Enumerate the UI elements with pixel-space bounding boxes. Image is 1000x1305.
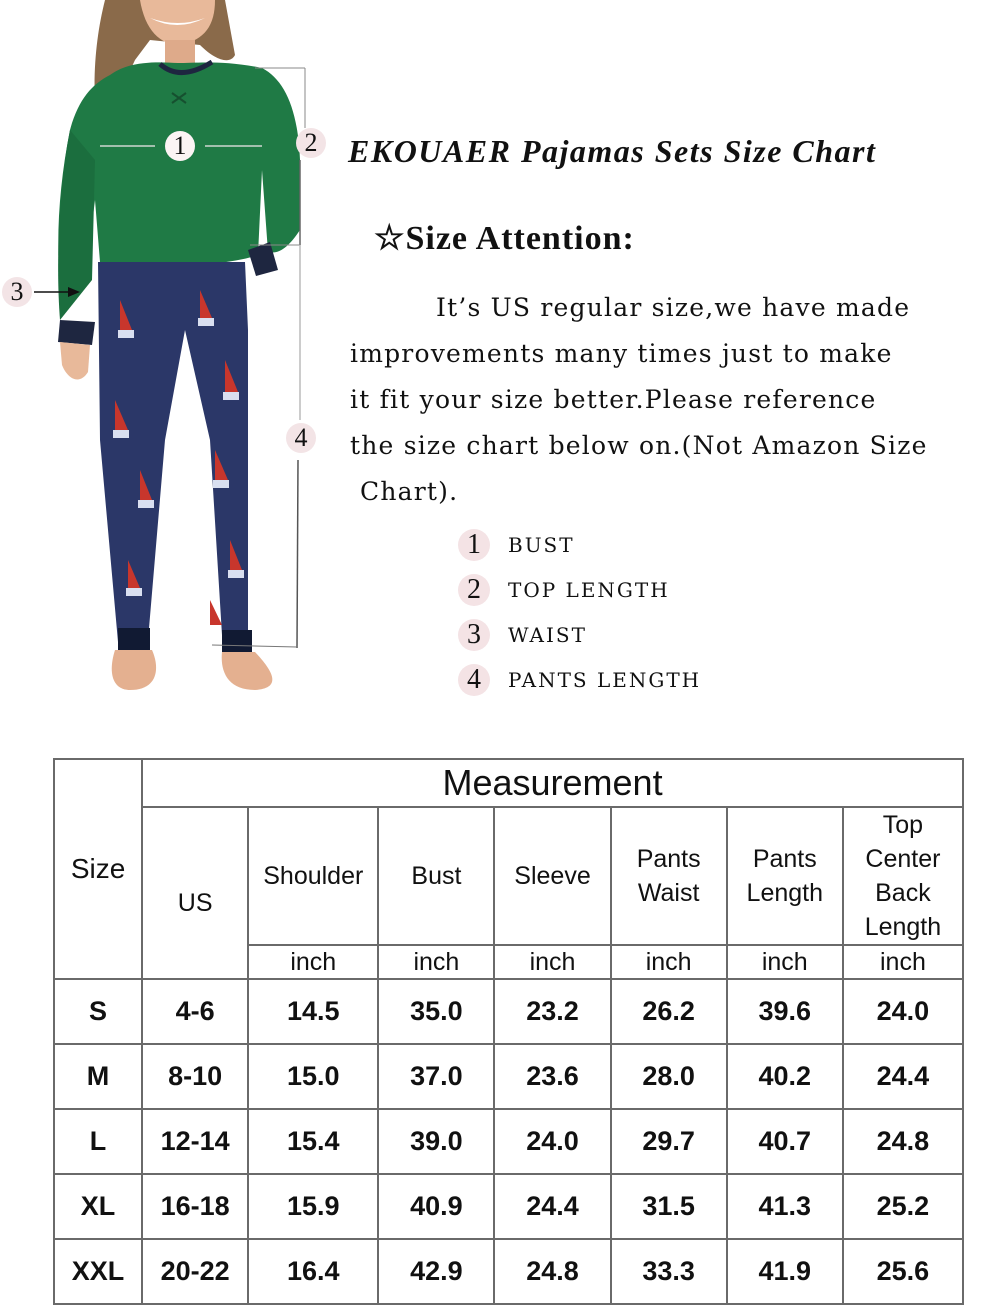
marker-4-pants-length: 4 xyxy=(286,423,316,453)
cell-size: L xyxy=(54,1109,142,1174)
legend-number: 1 xyxy=(458,529,490,561)
cell-pants-length: 41.9 xyxy=(727,1239,843,1304)
cell-shoulder: 15.0 xyxy=(248,1044,378,1109)
model-illustration xyxy=(0,0,340,700)
table-row xyxy=(54,1239,963,1304)
legend-label: PANTS LENGTH xyxy=(508,668,702,692)
size-attention-heading: ☆Size Attention: xyxy=(374,220,635,257)
table-row xyxy=(54,979,963,1044)
cell-us: 20-22 xyxy=(142,1239,248,1304)
marker-3-waist: 3 xyxy=(2,277,32,307)
unit-label: inch xyxy=(843,945,963,979)
header-top-center-back-length: Top Center Back Length xyxy=(843,807,963,945)
legend-label: WAIST xyxy=(508,623,587,647)
cell-bust: 39.0 xyxy=(378,1109,494,1174)
legend-label: TOP LENGTH xyxy=(508,578,670,602)
cell-bust: 35.0 xyxy=(378,979,494,1044)
legend-number: 4 xyxy=(458,664,490,696)
cell-sleeve: 24.8 xyxy=(494,1239,610,1304)
cell-bust: 42.9 xyxy=(378,1239,494,1304)
cell-pants-waist: 29.7 xyxy=(611,1109,727,1174)
table-header-row xyxy=(54,759,963,807)
cell-pants-length: 40.2 xyxy=(727,1044,843,1109)
cell-pants-waist: 33.3 xyxy=(611,1239,727,1304)
cell-pants-waist: 26.2 xyxy=(611,979,727,1044)
header-measurement: Measurement xyxy=(142,759,963,807)
unit-label: inch xyxy=(611,945,727,979)
cell-shoulder: 15.4 xyxy=(248,1109,378,1174)
header-size: Size xyxy=(54,759,142,979)
cell-pants-length: 40.7 xyxy=(727,1109,843,1174)
cell-size: XXL xyxy=(54,1239,142,1304)
cell-top-center-back-length: 25.2 xyxy=(843,1174,963,1239)
cell-us: 12-14 xyxy=(142,1109,248,1174)
header-pants-length: Pants Length xyxy=(727,807,843,945)
cell-top-center-back-length: 24.0 xyxy=(843,979,963,1044)
table-row xyxy=(54,1109,963,1174)
legend-number: 3 xyxy=(458,619,490,651)
cell-pants-length: 41.3 xyxy=(727,1174,843,1239)
cell-sleeve: 23.2 xyxy=(494,979,610,1044)
cell-size: S xyxy=(54,979,142,1044)
cell-top-center-back-length: 24.4 xyxy=(843,1044,963,1109)
marker-2-top-length: 2 xyxy=(296,128,326,158)
cell-pants-length: 39.6 xyxy=(727,979,843,1044)
cell-pants-waist: 31.5 xyxy=(611,1174,727,1239)
header-bust: Bust xyxy=(378,807,494,945)
unit-label: inch xyxy=(494,945,610,979)
cell-bust: 40.9 xyxy=(378,1174,494,1239)
model-figure xyxy=(0,0,340,700)
cell-top-center-back-length: 24.8 xyxy=(843,1109,963,1174)
unit-label: inch xyxy=(378,945,494,979)
attention-line: it fit your size better.Please reference xyxy=(350,385,877,414)
header-pants-waist: Pants Waist xyxy=(611,807,727,945)
table-column-header-row xyxy=(54,807,963,945)
cell-size: M xyxy=(54,1044,142,1109)
page-title: EKOUAER Pajamas Sets Size Chart xyxy=(348,133,877,169)
cell-top-center-back-length: 25.6 xyxy=(843,1239,963,1304)
table-row xyxy=(54,1044,963,1109)
attention-line: It’s US regular size,we have made xyxy=(436,293,911,322)
attention-line: Chart). xyxy=(360,477,459,506)
legend-label: BUST xyxy=(508,533,575,557)
cell-shoulder: 16.4 xyxy=(248,1239,378,1304)
cell-us: 16-18 xyxy=(142,1174,248,1239)
header-shoulder: Shoulder xyxy=(248,807,378,945)
cell-pants-waist: 28.0 xyxy=(611,1044,727,1109)
cell-sleeve: 24.4 xyxy=(494,1174,610,1239)
cell-sleeve: 24.0 xyxy=(494,1109,610,1174)
marker-1-bust: 1 xyxy=(165,131,195,161)
attention-line: improvements many times just to make xyxy=(350,339,893,368)
cell-shoulder: 15.9 xyxy=(248,1174,378,1239)
unit-label: inch xyxy=(248,945,378,979)
cell-us: 4-6 xyxy=(142,979,248,1044)
cell-sleeve: 23.6 xyxy=(494,1044,610,1109)
attention-line: the size chart below on.(Not Amazon Size xyxy=(350,431,928,460)
cell-bust: 37.0 xyxy=(378,1044,494,1109)
table-row xyxy=(54,1174,963,1239)
size-attention-text xyxy=(350,285,990,515)
legend-number: 2 xyxy=(458,574,490,606)
cell-size: XL xyxy=(54,1174,142,1239)
cell-shoulder: 14.5 xyxy=(248,979,378,1044)
size-chart-table xyxy=(53,758,964,1305)
header-us: US xyxy=(142,807,248,979)
cell-us: 8-10 xyxy=(142,1044,248,1109)
header-sleeve: Sleeve xyxy=(494,807,610,945)
unit-label: inch xyxy=(727,945,843,979)
